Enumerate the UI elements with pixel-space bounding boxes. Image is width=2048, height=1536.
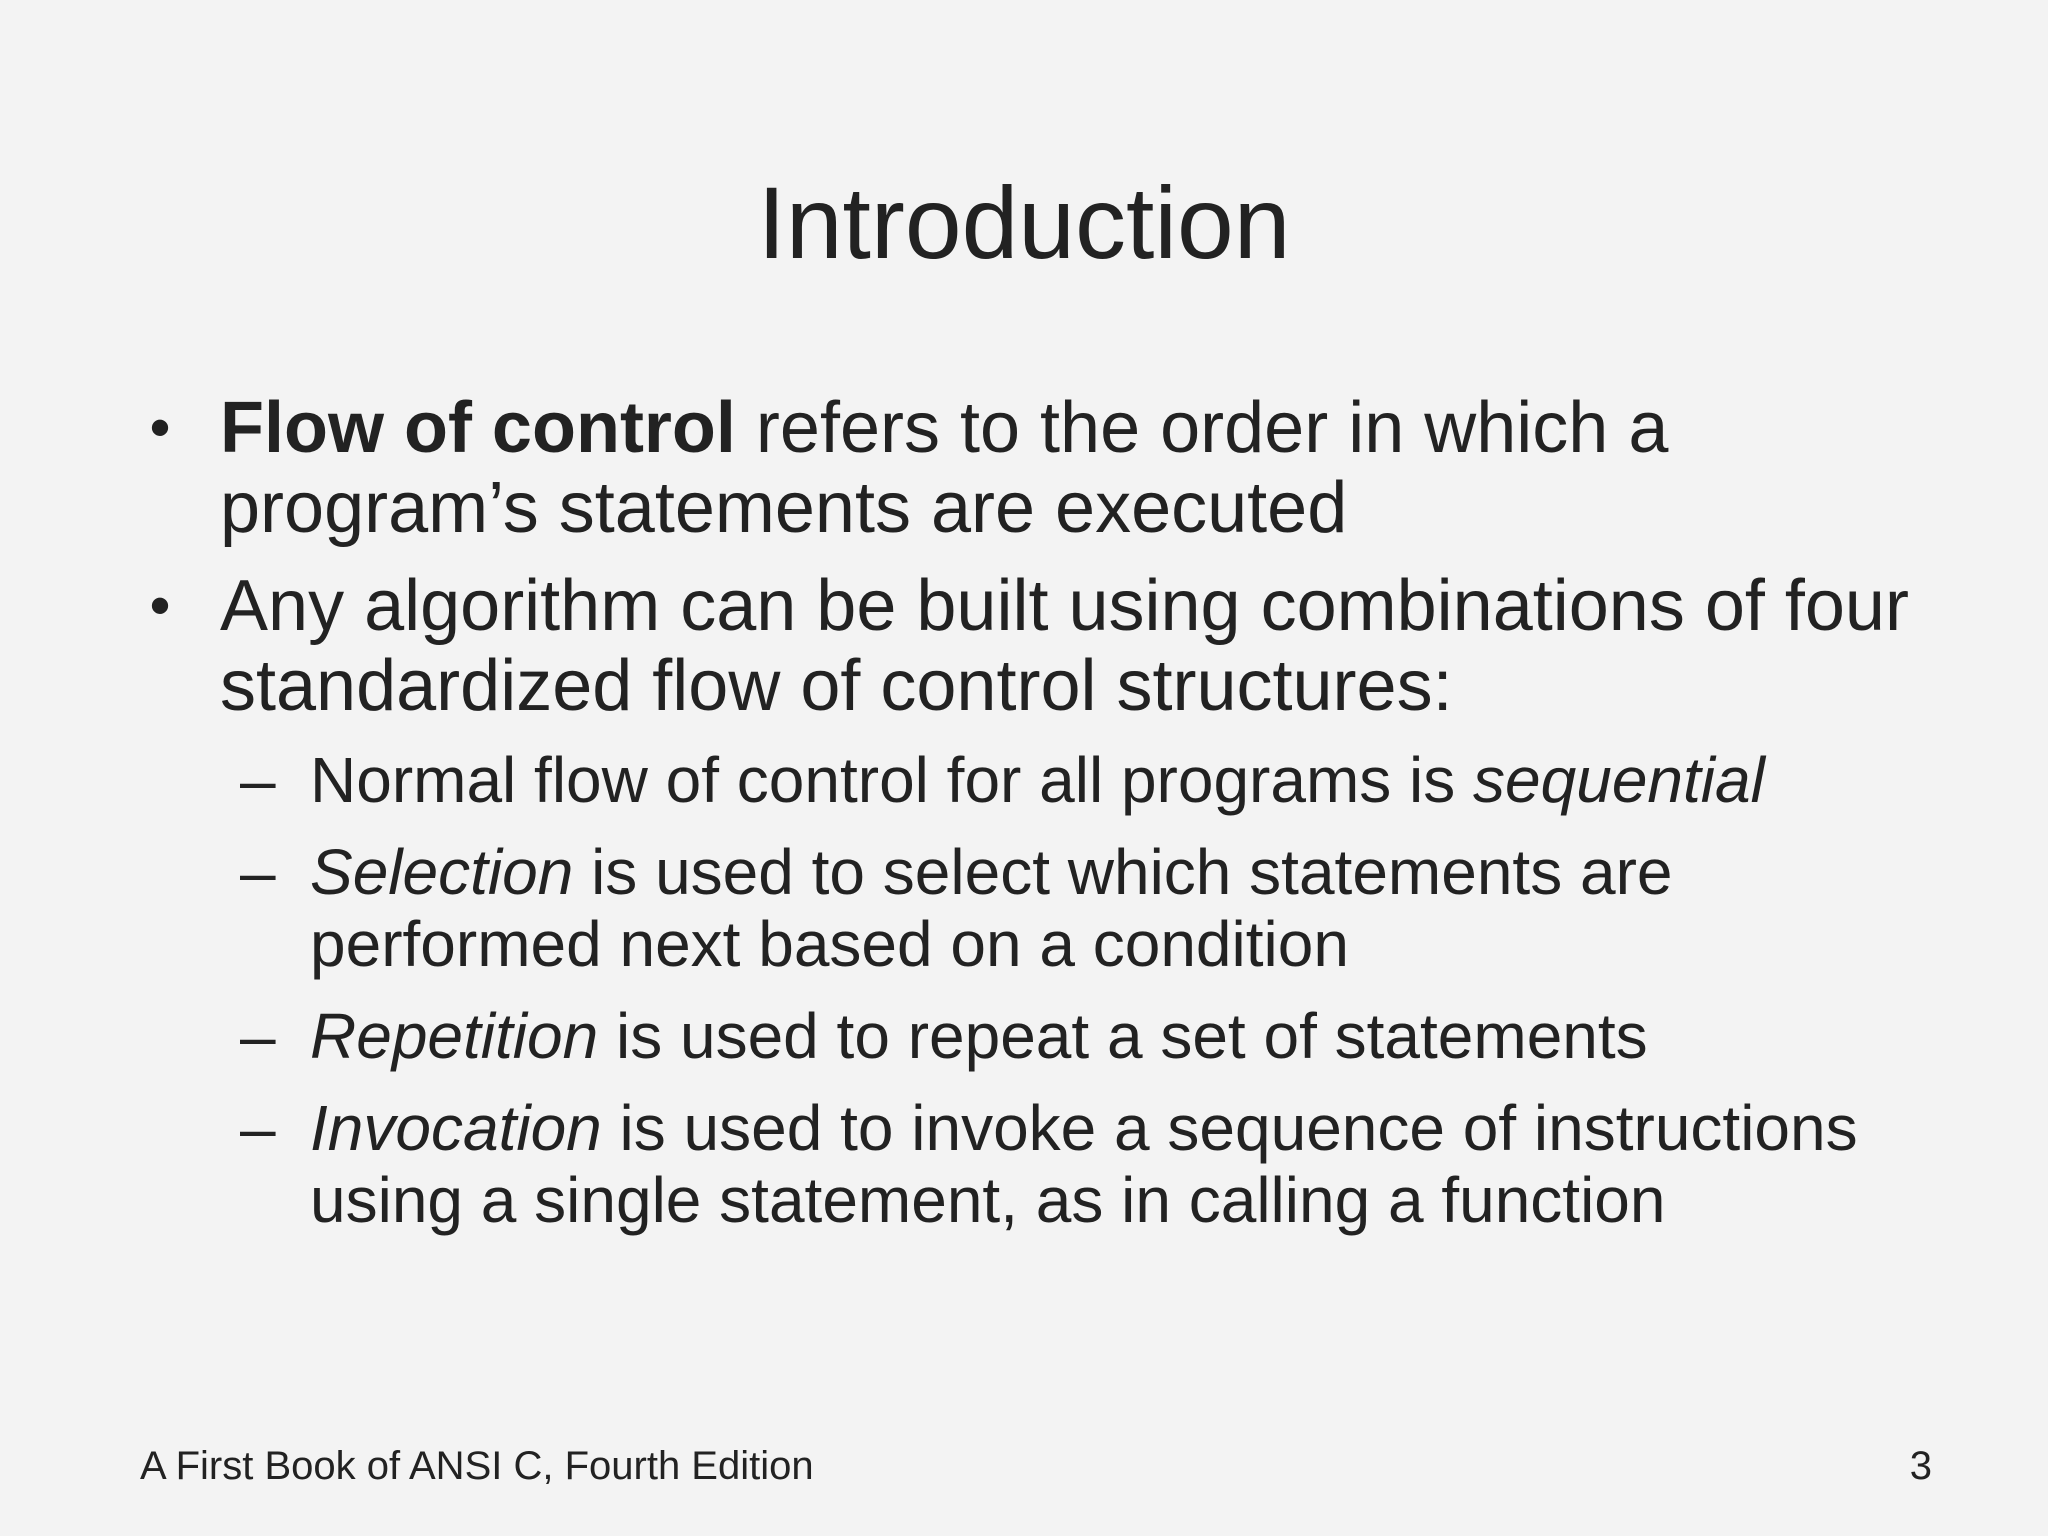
sub-bullet-text — [310, 1092, 1858, 1236]
bullet-item — [140, 388, 1940, 548]
slide-content — [140, 388, 1940, 1256]
bullet-text — [220, 388, 1668, 548]
sub-bullet-marker: – — [240, 836, 276, 908]
sub-bullet-marker: – — [240, 744, 276, 816]
slide-title: Introduction — [757, 166, 1291, 280]
italic-term: Selection — [310, 836, 574, 908]
italic-term: Repetition — [310, 1000, 599, 1072]
sub-bullet-text — [310, 836, 1672, 980]
sub-bullet-prefix: Normal flow of control for all programs is — [310, 744, 1474, 816]
sub-bullet-item — [140, 836, 1940, 980]
sub-bullet-suffix: is used to invoke a sequence of instructions using a single statement, as in calling a function — [310, 1092, 1858, 1236]
sub-bullet-list — [140, 744, 1940, 1236]
bullet-body: refers to the order in which a program’s statements are executed — [220, 388, 1669, 548]
sub-bullet-suffix: is used to repeat a set of statements — [598, 1000, 1648, 1072]
footer-book-title: A First Book of ANSI C, Fourth Edition — [140, 1444, 814, 1488]
sub-bullet-item — [140, 744, 1940, 816]
italic-term: sequential — [1473, 744, 1765, 816]
sub-bullet-text — [310, 744, 1765, 816]
sub-bullet-suffix: is used to select which statements are performed next based on a condition — [310, 836, 1673, 980]
sub-bullet-text — [310, 1000, 1648, 1072]
bullet-marker: • — [149, 394, 171, 461]
sub-bullet-item — [140, 1092, 1940, 1236]
bullet-body: Any algorithm can be built using combinations of four standardized flow of control structures: — [220, 566, 1909, 726]
sub-bullet-marker: – — [240, 1092, 276, 1164]
bullet-marker: • — [149, 572, 171, 639]
footer-page-number: 3 — [1909, 1444, 1932, 1488]
sub-bullet-item — [140, 1000, 1940, 1072]
sub-bullet-marker: – — [240, 1000, 276, 1072]
bullet-item — [140, 566, 1940, 726]
italic-term: Invocation — [310, 1092, 602, 1164]
bold-term: Flow of control — [220, 388, 736, 468]
